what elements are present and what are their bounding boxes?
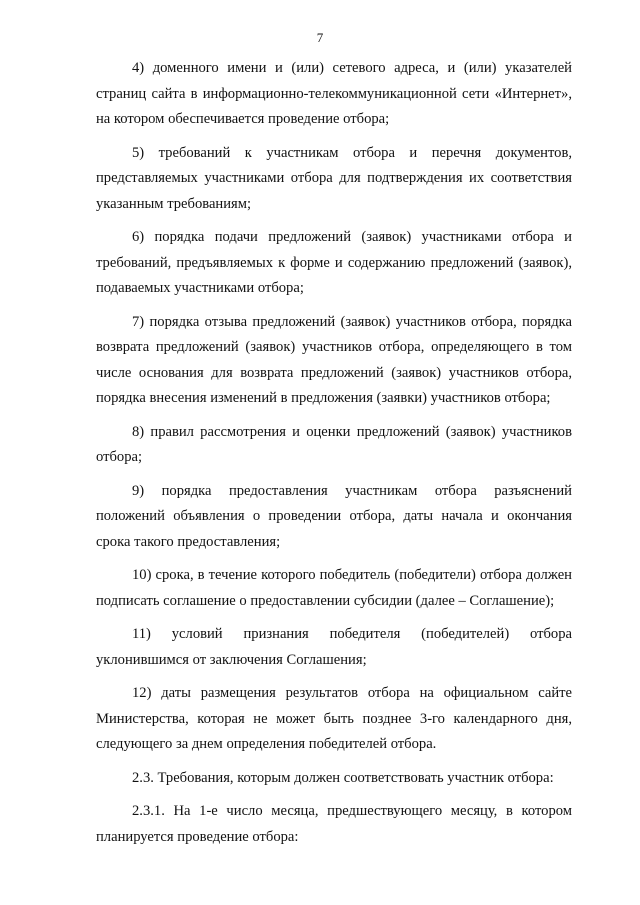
paragraph-item-8: 8) правил рассмотрения и оценки предложений (заявок) участников отбора; <box>96 423 572 465</box>
section-2-3-heading: 2.3. Требования, которым должен соответствовать участник отбора: <box>132 769 554 786</box>
paragraph-item-6: 6) порядка подачи предложений (заявок) участниками отбора и требований, предъявляемых к форме и содержанию предложений (заявок), подаваемых участниками отбора; <box>96 229 572 296</box>
paragraph-item-9: 9) порядка предоставления участникам отбора разъяснений положений объявления о проведении отбора, даты начала и окончания срока такого предоставления; <box>96 482 572 550</box>
section-2-3-1-paragraph: 2.3.1. На 1-е число месяца, предшествующего месяцу, в котором планируется проведение отбора: <box>96 803 572 845</box>
document-body <box>96 56 572 850</box>
page-number: 7 <box>316 30 324 45</box>
paragraph-item-12: 12) даты размещения результатов отбора на официальном сайте Министерства, которая не может быть позднее 3-го календарного дня, следующего за днем определения победителей отбора. <box>96 685 572 752</box>
paragraph-item-7: 7) порядка отзыва предложений (заявок) участников отбора, порядка возврата предложений (заявок) участников отбора, определяющего в том числе основания для возврата предложений (заявок) участников отбора, порядка внесения изменений в предложения (заявки) участников отбора; <box>96 313 572 406</box>
paragraph-item-4: 4) доменного имени и (или) сетевого адреса, и (или) указателей страниц сайта в информационно-телекоммуникационной сети «Интернет», на котором обеспечивается проведение отбора; <box>96 60 572 127</box>
paragraph-item-5: 5) требований к участникам отбора и перечня документов, представляемых участниками отбора для подтверждения их соответствия указанным требованиям; <box>96 144 572 212</box>
paragraph-item-10: 10) срока, в течение которого победитель (победители) отбора должен подписать соглашение о предоставлении субсидии (далее – Соглашение); <box>96 567 572 609</box>
paragraph-item-11: 11) условий признания победителя (победителей) отбора уклонившимся от заключения Соглашения; <box>96 626 572 668</box>
